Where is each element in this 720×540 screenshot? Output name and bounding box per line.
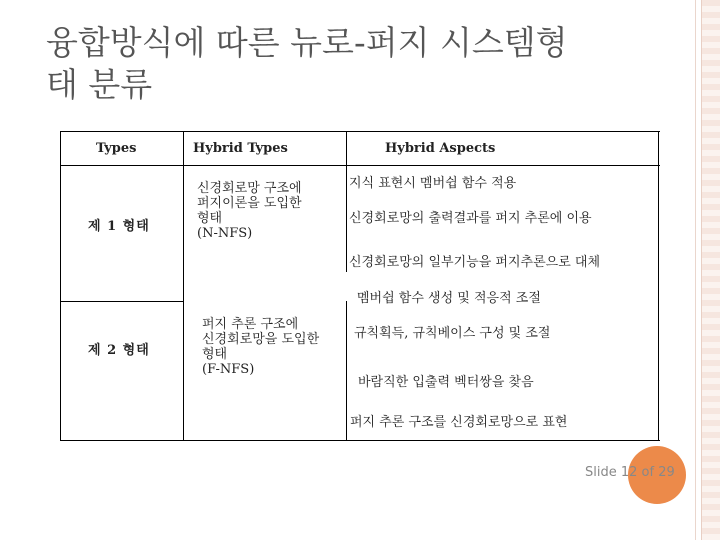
decorative-edge-line [695, 0, 696, 540]
row-1-hybrid-type: 신경회로망 구조에 퍼지이론을 도입한 형태 (N-NFS) [197, 181, 302, 241]
row-1-aspect-2: 신경회로망의 출력결과를 퍼지 추론에 이용 [349, 211, 592, 226]
slide-title: 융합방식에 따른 뉴로-퍼지 시스템형 태 분류 [46, 23, 568, 104]
row-2-aspect-3: 바람직한 입출력 벡터쌍을 찾음 [358, 375, 534, 390]
row-1-aspect-3: 신경회로망의 일부기능을 퍼지추론으로 대체 [349, 255, 600, 270]
hybrid-classification-table [60, 131, 660, 441]
row-1-aspect-1: 지식 표현시 멤버쉽 함수 적용 [349, 176, 517, 191]
header-hybrid-types: Hybrid Types [193, 141, 288, 156]
header-hybrid-aspects: Hybrid Aspects [385, 141, 496, 156]
row-type-2: 제 2 형태 [88, 343, 150, 358]
decorative-edge-stripe [701, 0, 720, 540]
header-types: Types [96, 141, 137, 156]
row-2-aspect-2: 규칙획득, 규칙베이스 구성 및 조절 [354, 326, 551, 341]
row-type-1: 제 1 형태 [88, 219, 150, 234]
row-2-aspect-1: 멤버쉽 함수 생성 및 적응적 조절 [357, 291, 541, 306]
row-2-aspect-4: 퍼지 추론 구조를 신경회로망으로 표현 [350, 415, 568, 430]
row-2-hybrid-type: 퍼지 추론 구조에 신경회로망을 도입한 형태 (F-NFS) [202, 317, 320, 377]
slide-number: Slide 12 of 29 [585, 465, 675, 480]
